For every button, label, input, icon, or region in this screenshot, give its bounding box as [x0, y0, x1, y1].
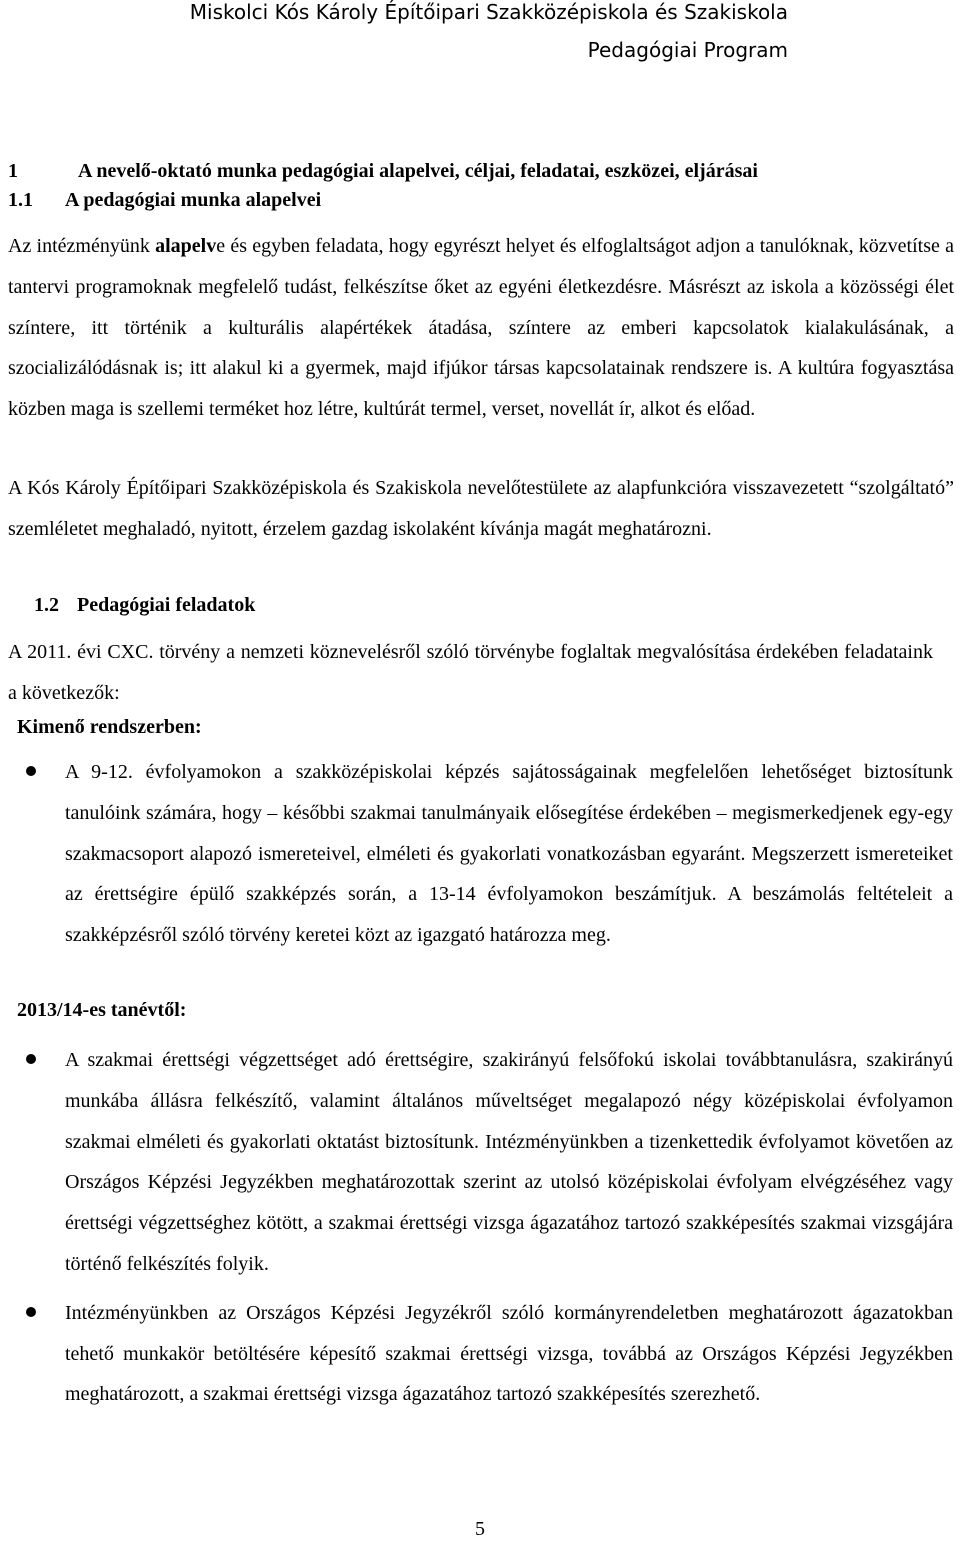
bullet-icon: [26, 1307, 36, 1317]
subheading-from-2013-14: 2013/14-es tanévtől:: [17, 999, 187, 1021]
paragraph-text: e és egyben feladata, hogy egyrészt helyet és elfoglaltságot adjon a tanulóknak, közvetítse a tantervi programoknak megfelelő tudást, felkészítse őket az egyéni életkezdésre. Másrészt az iskola a közösségi élet színtere, itt történik a kulturális alapértékek átadása, színtere az emberi kapcsolatok kialakulásának, a szocializálódásnak is; itt alakul ki a gyermek, majd ifjúkor társas kapcsolatainak rendszere is. A kultúra fogyasztása közben maga is szellemi terméket hoz létre, kultúrát termel, verset, novellát ír, alkot és előad.: [8, 235, 954, 421]
paragraph-law-reference: A 2011. évi CXC. törvény a nemzeti köznevelésről szóló törvénybe foglaltak megvalósítása érdekében feladataink a következők:: [8, 641, 933, 704]
list-item-text: A szakmai érettségi végzettséget adó érettségire, szakirányú felsőfokú iskolai továbbtanulásra, szakirányú munkába állásra felkészítő, valamint általános műveltséget megalapozó négy középiskolai évfolyamon szakmai elméleti és gyakorlati oktatást biztosítunk. Intézményünkben a tizenkettedik évfolyamot követően az Országos Képzési Jegyzékben meghatározottak szerint az utolsó középiskolai évfolyam elvégzéséhez vagy érettségi végzettséghez kötött, a szakmai érettségi vizsga ágazatához tartozó szakképesítés szakmai vizsgájára történő felkészítés folyik.: [65, 1049, 953, 1275]
section-heading-1-1: [8, 189, 321, 212]
section-heading-1: [8, 160, 758, 183]
subheading-outgoing-system: Kimenő rendszerben:: [17, 716, 202, 738]
bullet-icon: [26, 766, 36, 776]
list-item: [0, 1040, 953, 1285]
header-school-name: Miskolci Kós Károly Építőipari Szakközépiskola és Szakiskola: [189, 0, 788, 24]
page-number: 5: [475, 1518, 485, 1540]
header-document-title: Pedagógiai Program: [587, 38, 788, 62]
list-item-text: Intézményünkben az Országos Képzési Jegyzékről szóló kormányrendeletben meghatározott ágazatokban tehető munkakör betöltésére képesítő szakmai érettségi vizsga, továbbá az Országos Képzési Jegyzékben meghatározott, a szakmai érettségi vizsga ágazatához tartozó szakképesítés szerezhető.: [65, 1301, 953, 1406]
paragraph-principles: [8, 226, 954, 430]
paragraph-text: Az intézményünk: [8, 235, 156, 257]
list-item-text: A 9-12. évfolyamokon a szakközépiskolai képzés sajátosságainak megfelelően lehetőséget biztosítunk tanulóink számára, hogy – későbbi szakmai tanulmányaik elősegítése érdekében – megismerkedjenek egy-egy szakmacsoport alapozó ismereteivel, elméleti és gyakorlati vonatkozásban egyaránt. Megszerzett ismereteiket az érettségire épülő szakképzés során, a 13-14 évfolyamokon beszámítjuk. A beszámolás feltételeit a szakképzésről szóló törvény keretei közt az igazgató határozza meg.: [65, 761, 953, 947]
section-title: A pedagógiai munka alapelvei: [65, 189, 322, 211]
list-item: [0, 752, 953, 956]
section-number: 1: [8, 160, 18, 182]
paragraph-school-vision: A Kós Károly Építőipari Szakközépiskola és Szakiskola nevelőtestülete az alapfunkcióra visszavezetett “szolgáltató” szemléletet meghaladó, nyitott, érzelem gazdag iskolaként kívánja magát meghatározni.: [8, 477, 954, 540]
section-title: Pedagógiai feladatok: [77, 594, 256, 616]
list-item: [0, 1293, 953, 1415]
section-number: 1.1: [8, 189, 33, 211]
section-heading-1-2: [34, 594, 255, 617]
section-number: 1.2: [34, 594, 59, 616]
bullet-icon: [26, 1054, 36, 1064]
emphasized-word: alapelv: [155, 235, 217, 257]
section-title: A nevelő-oktató munka pedagógiai alapelvei, céljai, feladatai, eszközei, eljárásai: [78, 160, 758, 182]
bullet-list-outgoing: [0, 752, 953, 956]
bullet-list-2013-14: [0, 1040, 953, 1415]
